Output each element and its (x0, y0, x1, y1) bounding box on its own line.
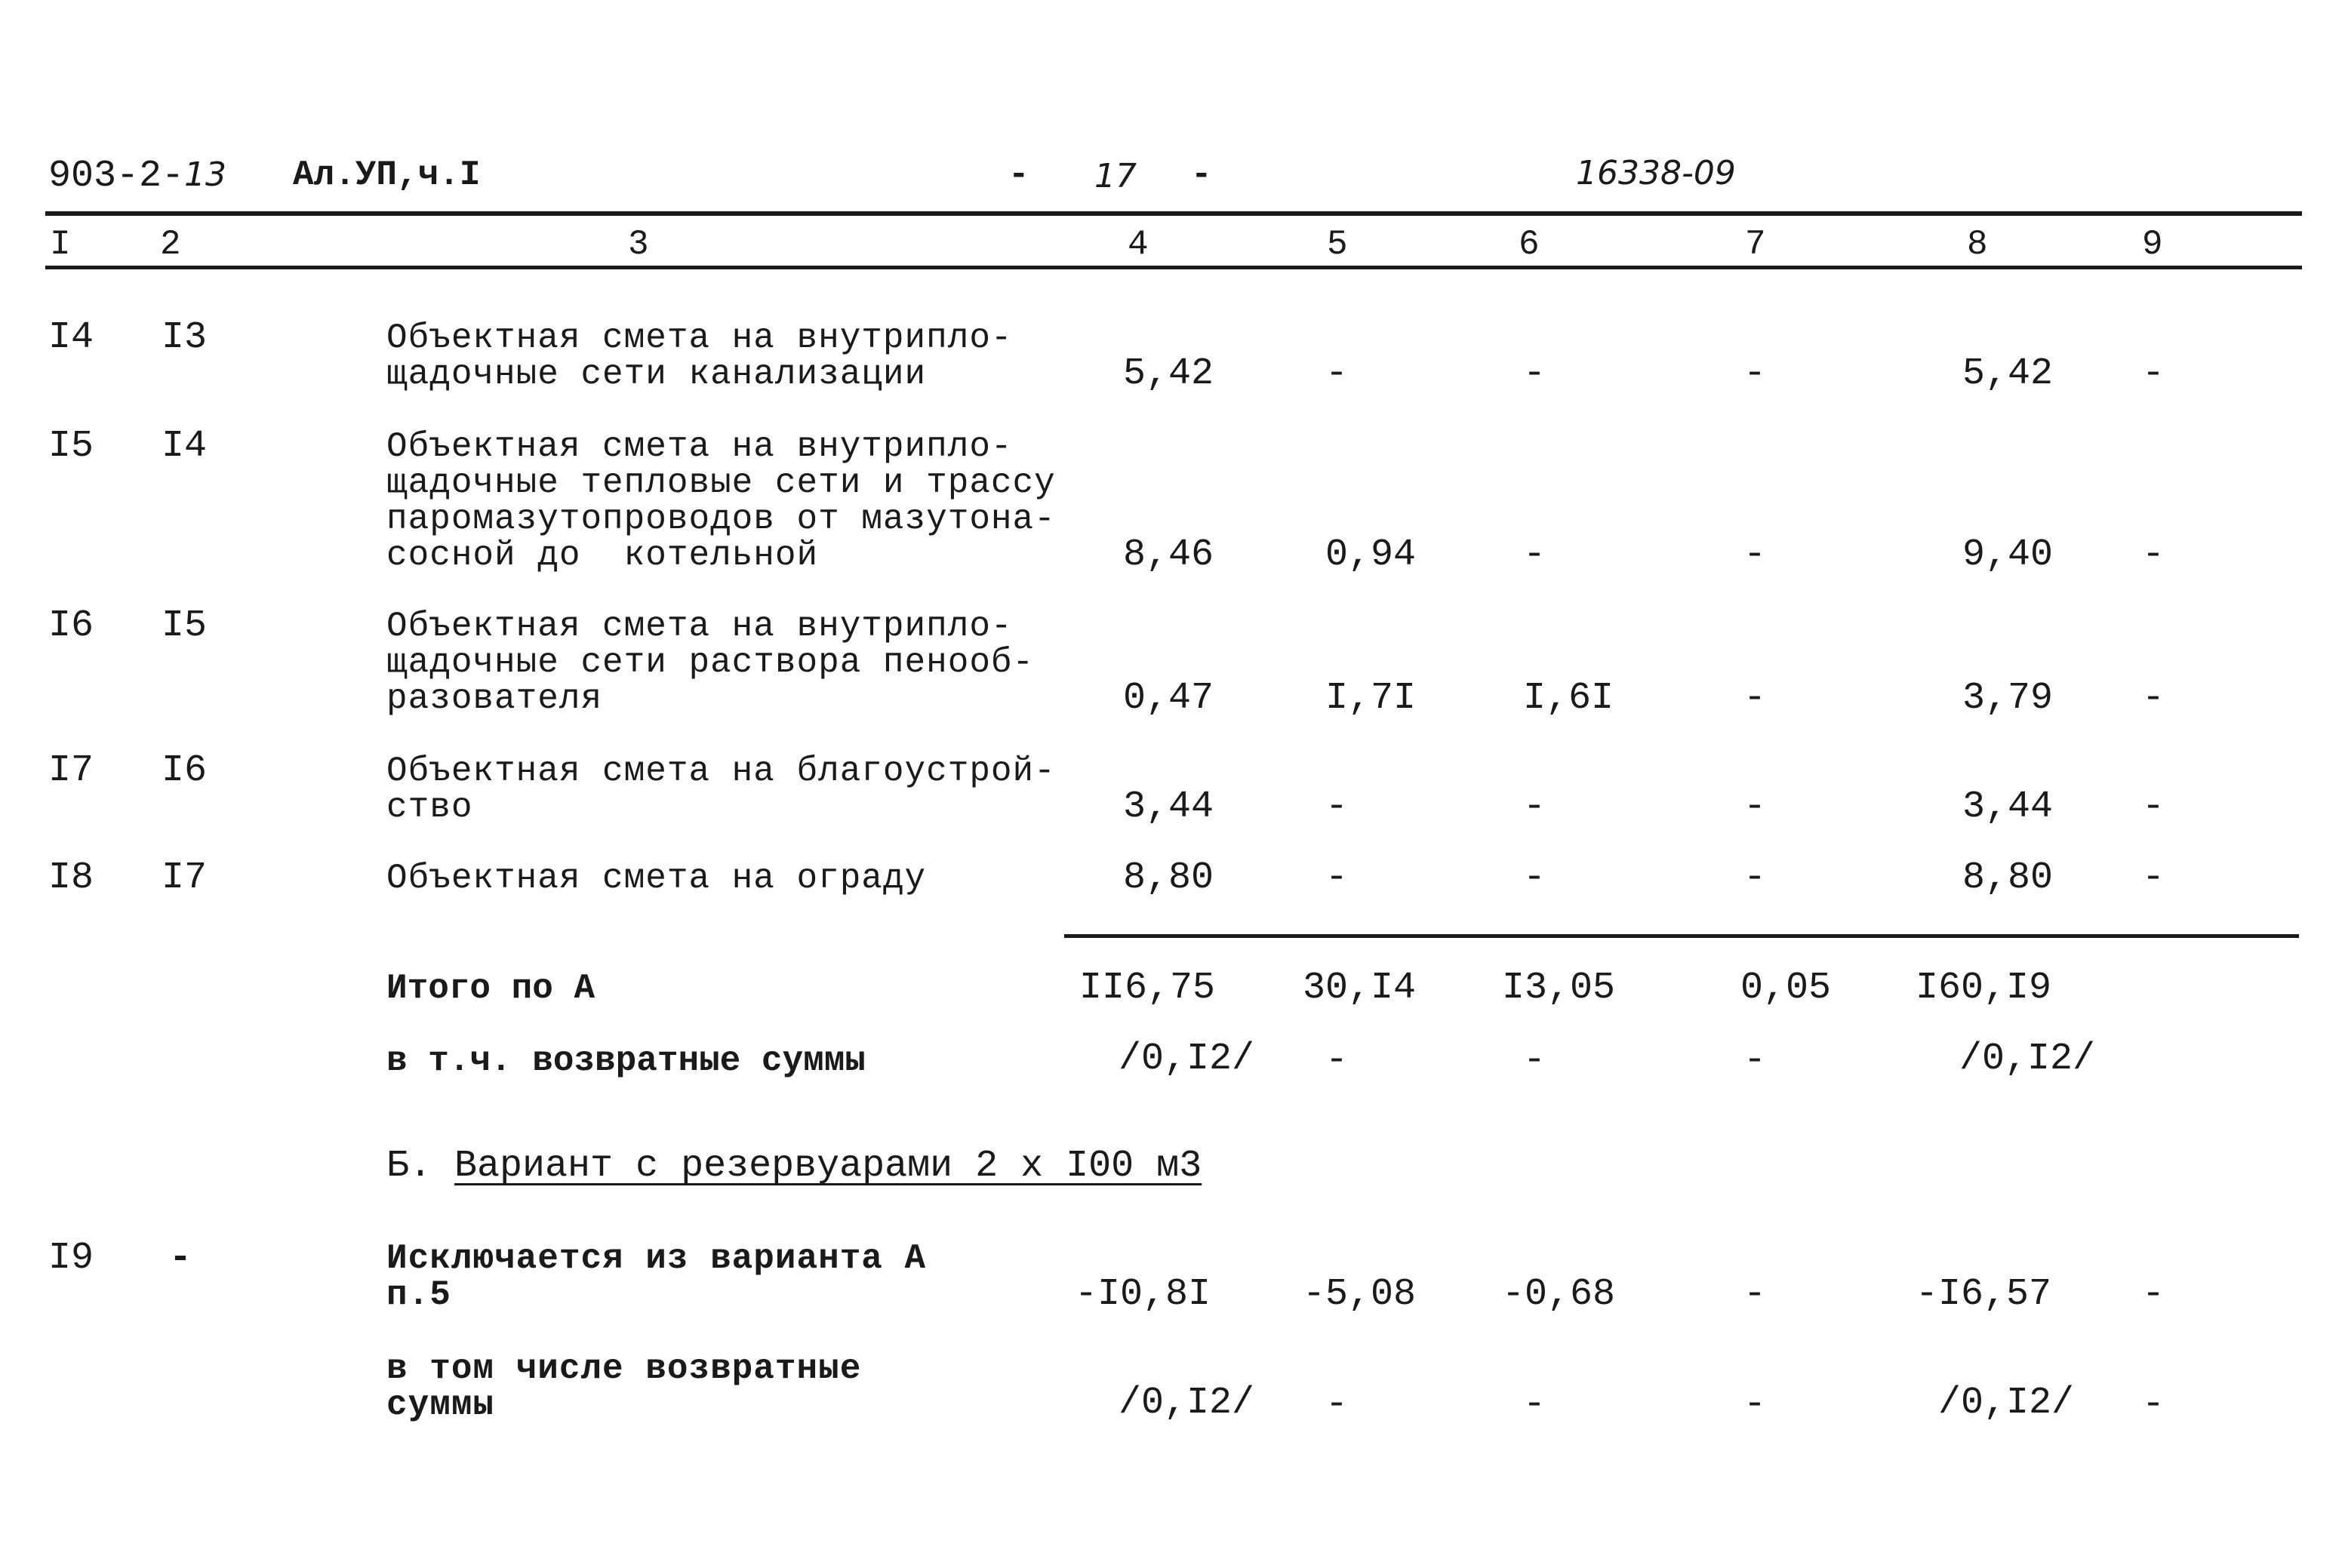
row-number: I8 (48, 856, 94, 899)
cell-col7: - (1743, 352, 1767, 395)
cell-col6: - (1523, 786, 1546, 829)
cell-col8: 8,80 (1962, 856, 2054, 899)
cell-col9: - (2142, 856, 2165, 899)
cell-col5: - (1325, 856, 1349, 899)
cell-col8: 9,40 (1962, 533, 2054, 576)
cell-col9: - (2142, 786, 2165, 829)
header-bottom-rule (45, 266, 2302, 269)
total-col6: I3,05 (1502, 967, 1616, 1010)
column-header-6: 6 (1519, 225, 1540, 264)
cell-col6: - (1523, 352, 1546, 395)
cell-col4: 0,47 (1123, 677, 1214, 720)
item-number: - (169, 1237, 192, 1280)
returnable-col6: - (1523, 1383, 1546, 1426)
cell-col8: -I6,57 (1916, 1273, 2052, 1316)
returnable-col7: - (1743, 1039, 1767, 1082)
returnable-col5: - (1325, 1039, 1349, 1082)
total-label: Итого по А (386, 969, 595, 1008)
cell-col4: 8,46 (1123, 533, 1214, 576)
row-number: I5 (48, 425, 94, 468)
page-dash-right: - (1191, 155, 1212, 195)
cell-col7: - (1743, 856, 1767, 899)
row-number: I6 (48, 604, 94, 647)
row-description: Объектная смета на внутрипло- щадочные сети раствора пенооб- разователя (386, 607, 1035, 718)
row-description: Объектная смета на внутрипло- щадочные тепловые сети и трассу паромазутопроводов от мазутона- сосной до котельной (386, 427, 1056, 575)
document-code-prefix: 903-2- (48, 155, 185, 198)
total-col5: 30,I4 (1303, 967, 1417, 1010)
total-col7: 0,05 (1740, 967, 1832, 1010)
row-number: I9 (48, 1237, 94, 1280)
column-header-5: 5 (1327, 225, 1348, 264)
section-prefix: Б. (386, 1145, 432, 1188)
cell-col9: - (2142, 677, 2165, 720)
returnable-col4: /0,I2/ (1119, 1038, 1255, 1081)
returnable-col9: - (2142, 1383, 2165, 1426)
document-code-handwritten: 13 (184, 155, 227, 194)
cell-col7: - (1743, 677, 1767, 720)
page-number: 17 (1094, 157, 1137, 195)
subtotal-rule (1064, 934, 2299, 938)
row-description: Объектная смета на ограду (386, 859, 927, 898)
column-header-1: I (50, 225, 71, 264)
column-header-3: 3 (628, 225, 649, 264)
document-code (48, 155, 227, 198)
row-description: Исключается из варианта А п.5 (386, 1239, 927, 1314)
cell-col4: 8,80 (1123, 856, 1214, 899)
returnable-label: в т.ч. возвратные суммы (386, 1041, 866, 1081)
cell-col5: I,7I (1325, 677, 1417, 720)
returnable-col8: /0,I2/ (1938, 1382, 2075, 1425)
total-col8: I60,I9 (1916, 967, 2052, 1010)
item-number: I4 (162, 425, 208, 468)
item-number: I6 (162, 749, 208, 792)
section-title: Вариант с резервуарами 2 x I00 м3 (454, 1145, 1202, 1188)
returnable-col6: - (1523, 1039, 1546, 1082)
column-header-4: 4 (1128, 225, 1149, 264)
returnable-col4: /0,I2/ (1119, 1382, 1255, 1425)
column-header-8: 8 (1967, 225, 1988, 264)
column-header-9: 9 (2142, 225, 2163, 264)
album-reference: Ал.УП,ч.I (293, 155, 481, 195)
cell-col7: - (1743, 786, 1767, 829)
cell-col5: -5,08 (1303, 1273, 1417, 1316)
total-col4: II6,75 (1079, 967, 1216, 1010)
row-description: Объектная смета на внутрипло- щадочные сети канализации (386, 318, 1013, 394)
cell-col6: -0,68 (1502, 1273, 1616, 1316)
item-number: I3 (162, 316, 208, 359)
column-header-7: 7 (1745, 225, 1766, 264)
item-number: I7 (162, 856, 208, 899)
cell-col5: 0,94 (1325, 533, 1417, 576)
cell-col6: I,6I (1523, 677, 1614, 720)
section-heading (386, 1145, 1202, 1188)
cell-col5: - (1325, 352, 1349, 395)
returnable-col8: /0,I2/ (1959, 1038, 2096, 1081)
returnable-col7: - (1743, 1383, 1767, 1426)
cell-col9: - (2142, 533, 2165, 576)
cell-col9: - (2142, 352, 2165, 395)
column-header-2: 2 (160, 225, 181, 264)
doc-number: 16338-09 (1576, 154, 1736, 192)
cell-col7: - (1743, 1273, 1767, 1316)
row-number: I7 (48, 749, 94, 792)
cell-col8: 5,42 (1962, 352, 2054, 395)
row-description: Объектная смета на благоустрой- ство (386, 752, 1056, 827)
cell-col4: 5,42 (1123, 352, 1214, 395)
returnable-description: в том числе возвратные суммы (386, 1349, 862, 1425)
cell-col6: - (1523, 533, 1546, 576)
cell-col9: - (2142, 1273, 2165, 1316)
returnable-col5: - (1325, 1383, 1349, 1426)
page-dash-left: - (1008, 155, 1029, 195)
cell-col5: - (1325, 786, 1349, 829)
cell-col7: - (1743, 533, 1767, 576)
cell-col8: 3,79 (1962, 677, 2054, 720)
header-top-rule (45, 211, 2302, 216)
cell-col4: -I0,8I (1075, 1273, 1211, 1316)
cell-col4: 3,44 (1123, 786, 1214, 829)
cell-col8: 3,44 (1962, 786, 2054, 829)
cell-col6: - (1523, 856, 1546, 899)
row-number: I4 (48, 316, 94, 359)
item-number: I5 (162, 604, 208, 647)
